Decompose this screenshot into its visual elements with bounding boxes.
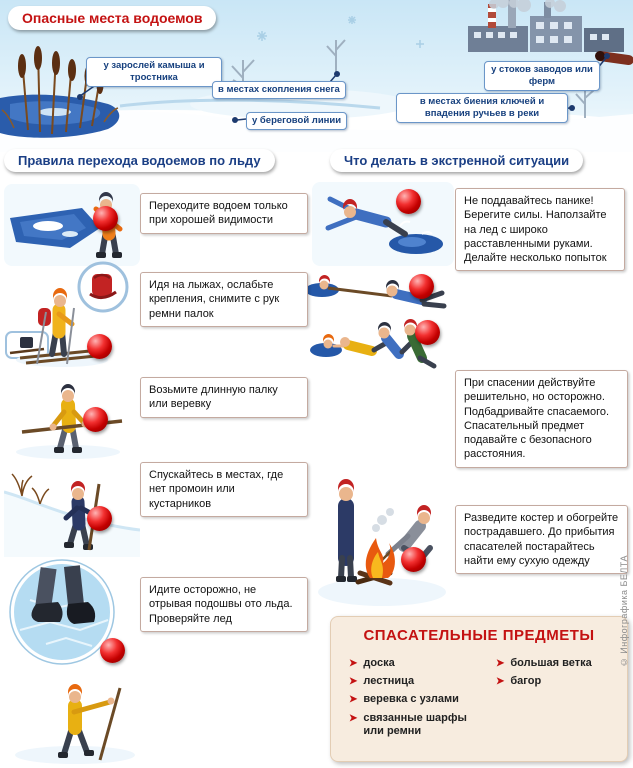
rescue-items-panel <box>330 616 628 762</box>
rule-note-4: Спускайтесь в местах, где нет промоин или кустарников <box>140 462 308 517</box>
spread-arms-illustration <box>312 182 454 266</box>
list-item: ➤ доска <box>349 657 395 669</box>
emergency-note-3: Разведите костер и обогрейте пострадавшего. До прибытия спасателей постарайтесь найти ему сухую одежду <box>455 505 628 574</box>
skier-illustration <box>4 260 140 370</box>
danger-label-snow: в местах скопления снега <box>212 81 346 99</box>
danger-label-drains: у стоков заводов или ферм <box>484 61 600 91</box>
list-item: ➤ багор <box>496 675 542 688</box>
marker-ball <box>100 638 125 663</box>
marker-ball <box>83 407 108 432</box>
wrapped-victim-figure-icon <box>336 479 357 582</box>
marker-ball <box>415 320 440 345</box>
list-item: ➤ веревка с узлами <box>349 693 459 706</box>
emergency-section-title: Что делать в экстренной ситуации <box>330 149 583 172</box>
campfire-icon <box>358 508 395 583</box>
danger-title-text: Опасные места водоемов <box>22 10 203 26</box>
danger-label-reeds: у зарослей камыша и тростника <box>86 57 222 87</box>
rescue-items-col2 <box>496 657 616 693</box>
rescue-items-title: СПАСАТЕЛЬНЫЕ ПРЕДМЕТЫ <box>363 627 595 644</box>
rule-note-5: Идите осторожно, не отрывая подошвы ото льда. Проверяйте лед <box>140 577 308 632</box>
arrow-bullet-icon: ➤ <box>349 676 358 688</box>
arrow-bullet-icon: ➤ <box>349 712 358 724</box>
list-item: ➤ связанные шарфы или ремни <box>349 711 467 737</box>
rule-note-2: Идя на лыжах, ослабьте крепления, снимите с рук ремни палок <box>140 272 308 327</box>
rule-note-1: Переходите водоем только при хорошей видимости <box>140 193 308 234</box>
arrow-bullet-icon: ➤ <box>496 658 505 669</box>
marker-ball <box>93 206 118 231</box>
list-item: ➤ лестница <box>349 675 415 688</box>
list-item: ➤ большая ветка <box>496 657 592 669</box>
arrow-bullet-icon: ➤ <box>349 694 358 706</box>
boots-on-ice-closeup-icon <box>10 560 114 664</box>
arrow-bullet-icon: ➤ <box>349 658 358 669</box>
careful-walk-illustration <box>0 558 142 766</box>
walking-figure-icon <box>15 684 135 764</box>
rules-section-title: Правила перехода водоемов по льду <box>4 149 275 172</box>
marker-ball <box>409 274 434 299</box>
marker-ball <box>87 334 112 359</box>
emergency-note-1: Не поддавайтесь панике! Берегите силы. Наползайте на лед с широко расставленными руками. Делайте несколько попыток <box>455 188 625 271</box>
rule-note-3: Возьмите длинную палку или веревку <box>140 377 308 418</box>
danger-section-title <box>8 6 216 30</box>
rescue-items-col1 <box>349 657 487 743</box>
campfire-illustration <box>312 430 454 615</box>
marker-ball <box>396 189 421 214</box>
arrow-bullet-icon: ➤ <box>496 676 505 688</box>
danger-label-shoreline: у береговой линии <box>246 112 347 130</box>
danger-label-springs: в местах биения ключей и впадения ручьев в реки <box>396 93 568 123</box>
marker-ball <box>87 506 112 531</box>
credit-text: © Инфографика БЕЛТА <box>619 555 629 668</box>
visibility-illustration <box>4 184 140 266</box>
emergency-note-2: При спасении действуйте решительно, но осторожно. Подбадривайте спасаемого. Спасательный предмет подавайте с безопасного расстояния. <box>455 370 628 468</box>
stick-illustration <box>8 368 138 460</box>
marker-ball <box>401 547 426 572</box>
backpack-closeup-icon <box>79 263 127 311</box>
descent-illustration <box>4 452 140 557</box>
